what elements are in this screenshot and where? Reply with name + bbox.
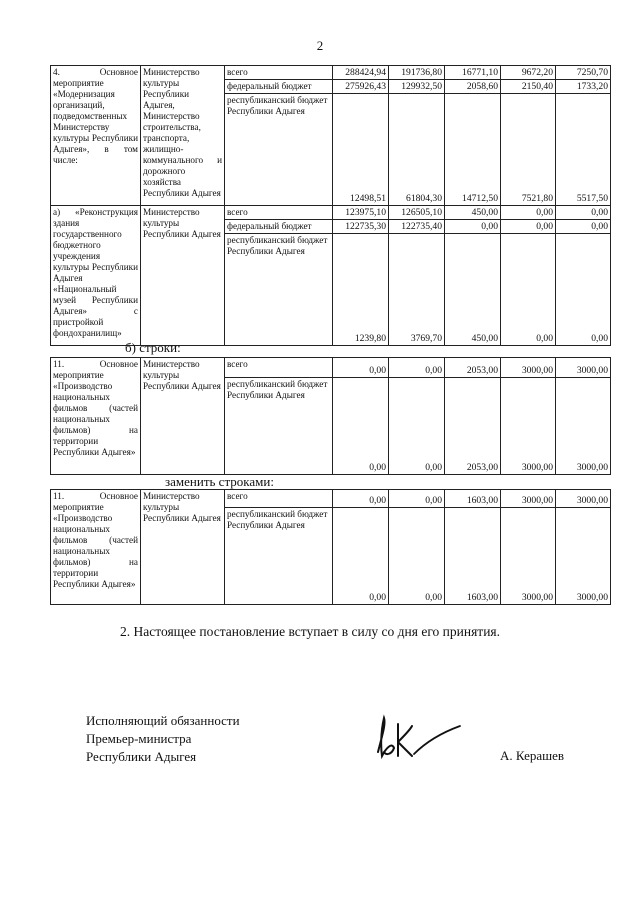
- value-cell: 0,00: [445, 220, 501, 234]
- value-cell: 2058,60: [445, 80, 501, 94]
- value-cell: 3000,00: [501, 490, 556, 508]
- value-cell: 1733,20: [556, 80, 611, 94]
- funding-source-cell: всего: [225, 490, 333, 508]
- value-cell: 0,00: [556, 220, 611, 234]
- funding-source-cell: республиканский бюджет Республики Адыгея: [225, 94, 333, 206]
- value-cell: 12498,51: [333, 94, 389, 206]
- program-table-c: [50, 489, 611, 605]
- signatory-title-line: Исполняющий обязанности: [86, 713, 240, 728]
- table-row: [51, 206, 611, 220]
- activity-name-cell: а) «Реконструкция здания государственного бюджетного учреждения культуры Республики Адыгея «Национальный музей Республики Адыгея» с пристройкой фондохранилищ»: [51, 206, 141, 346]
- value-cell: 1603,00: [445, 508, 501, 605]
- executor-cell: Министерство культуры Республики Адыгея: [141, 206, 225, 346]
- value-cell: 129932,50: [389, 80, 445, 94]
- value-cell: 3000,00: [501, 508, 556, 605]
- value-cell: 0,00: [501, 206, 556, 220]
- funding-source-cell: всего: [225, 358, 333, 378]
- value-cell: 1603,00: [445, 490, 501, 508]
- value-cell: 450,00: [445, 234, 501, 346]
- signatory-title: [86, 712, 240, 766]
- value-cell: 0,00: [556, 234, 611, 346]
- section-label-b: б) строки:: [125, 340, 181, 355]
- value-cell: 61804,30: [389, 94, 445, 206]
- value-cell: 14712,50: [445, 94, 501, 206]
- activity-name-cell: 11. Основное мероприятие «Производство национальных фильмов (частей национальных фильмов) на территории Республики Адыгея»: [51, 358, 141, 475]
- value-cell: 450,00: [445, 206, 501, 220]
- value-cell: 0,00: [333, 378, 389, 475]
- value-cell: 126505,10: [389, 206, 445, 220]
- executor-cell: Министерство культуры Республики Адыгея: [141, 358, 225, 475]
- paragraph-2: 2. Настоящее постановление вступает в силу со дня его принятия.: [120, 624, 501, 639]
- value-cell: 122735,30: [333, 220, 389, 234]
- value-cell: 0,00: [556, 206, 611, 220]
- funding-source-cell: всего: [225, 66, 333, 80]
- funding-source-cell: республиканский бюджет Республики Адыгея: [225, 234, 333, 346]
- funding-source-cell: всего: [225, 206, 333, 220]
- value-cell: 0,00: [333, 508, 389, 605]
- value-cell: 7521,80: [501, 94, 556, 206]
- value-cell: 122735,40: [389, 220, 445, 234]
- funding-source-cell: федеральный бюджет: [225, 220, 333, 234]
- activity-name-cell: 4. Основное мероприятие «Модернизация организаций, подведомственных Министерству культуры Республики Адыгея», в том числе:: [51, 66, 141, 206]
- value-cell: 0,00: [389, 378, 445, 475]
- value-cell: 3000,00: [501, 378, 556, 475]
- signatory-title-line: Премьер-министра: [86, 731, 192, 746]
- value-cell: 275926,43: [333, 80, 389, 94]
- value-cell: 2150,40: [501, 80, 556, 94]
- handwritten-signature: [368, 712, 464, 766]
- value-cell: 0,00: [501, 220, 556, 234]
- value-cell: 3000,00: [556, 358, 611, 378]
- table-row: [51, 66, 611, 80]
- table-row: [51, 490, 611, 508]
- funding-source-cell: федеральный бюджет: [225, 80, 333, 94]
- value-cell: 2053,00: [445, 378, 501, 475]
- activity-name-cell: 11. Основное мероприятие «Производство национальных фильмов (частей национальных фильмов) на территории Республики Адыгея»: [51, 490, 141, 605]
- value-cell: 3000,00: [556, 508, 611, 605]
- program-table-b: [50, 357, 611, 475]
- value-cell: 16771,10: [445, 66, 501, 80]
- value-cell: 1239,80: [333, 234, 389, 346]
- value-cell: 7250,70: [556, 66, 611, 80]
- funding-source-cell: республиканский бюджет Республики Адыгея: [225, 378, 333, 475]
- funding-source-cell: республиканский бюджет Республики Адыгея: [225, 508, 333, 605]
- value-cell: 0,00: [501, 234, 556, 346]
- value-cell: 0,00: [389, 490, 445, 508]
- value-cell: 0,00: [333, 490, 389, 508]
- signatory-name: А. Керашев: [500, 748, 565, 763]
- replace-label: заменить строками:: [165, 474, 274, 489]
- value-cell: 288424,94: [333, 66, 389, 80]
- page-number: 2: [316, 38, 324, 53]
- value-cell: 5517,50: [556, 94, 611, 206]
- value-cell: 2053,00: [445, 358, 501, 378]
- value-cell: 3000,00: [556, 490, 611, 508]
- value-cell: 9672,20: [501, 66, 556, 80]
- value-cell: 3000,00: [501, 358, 556, 378]
- value-cell: 191736,80: [389, 66, 445, 80]
- table-row: [51, 358, 611, 378]
- value-cell: 3000,00: [556, 378, 611, 475]
- value-cell: 0,00: [333, 358, 389, 378]
- executor-cell: Министерство культуры Республики Адыгея: [141, 490, 225, 605]
- value-cell: 123975,10: [333, 206, 389, 220]
- executor-cell: Министерство культуры Республики Адыгея, Министерство строительства, транспорта, жилищно-коммунального и дорожного хозяйства Республики Адыгея: [141, 66, 225, 206]
- value-cell: 3769,70: [389, 234, 445, 346]
- signatory-title-line: Республики Адыгея: [86, 749, 197, 764]
- program-table-a: [50, 65, 611, 346]
- value-cell: 0,00: [389, 508, 445, 605]
- value-cell: 0,00: [389, 358, 445, 378]
